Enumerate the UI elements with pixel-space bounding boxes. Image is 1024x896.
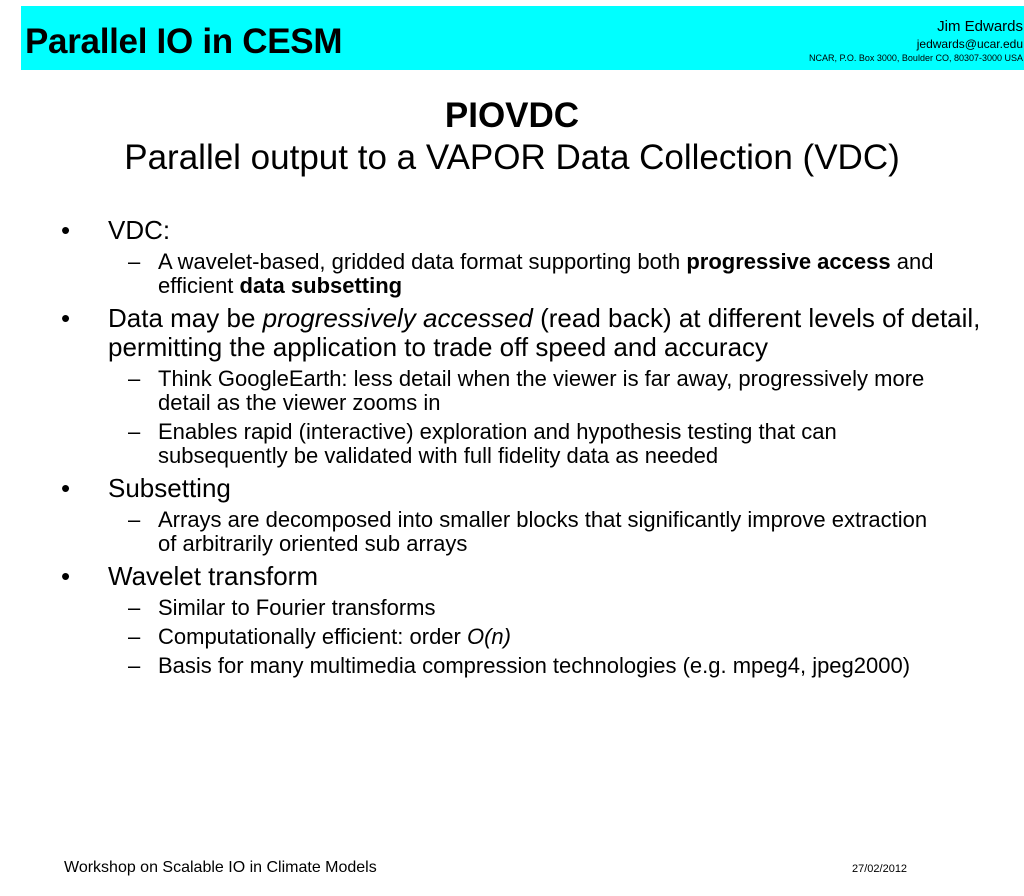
bullet-text: (read back) at different levels of detail, permitting the application to trade off speed and accuracy — [108, 303, 981, 362]
slide-title-block — [0, 96, 1024, 180]
dash-marker: – — [128, 595, 141, 620]
header-title: Parallel IO in CESM — [25, 22, 343, 61]
emphasis-data-subsetting: data subsetting — [239, 273, 403, 298]
header-bar — [21, 6, 1024, 70]
sub-bullet-efficiency — [0, 625, 1024, 649]
bullet-list — [0, 210, 1024, 678]
sub-bullet-compression — [0, 654, 1024, 678]
sub-bullet-text: Similar to Fourier transforms — [158, 595, 436, 620]
sub-bullet-googleearth — [0, 367, 1024, 415]
sub-bullet-text: Think GoogleEarth: less detail when the viewer is far away, progressively more detail as the viewer zooms in — [158, 366, 925, 415]
footer-date: 27/02/2012 — [852, 863, 908, 875]
dash-marker: – — [128, 507, 141, 532]
emphasis-progressive-access: progressive access — [686, 249, 891, 274]
sub-bullet-text: Arrays are decomposed into smaller blocks that significantly improve extraction of arbitrarily oriented sub arrays — [158, 507, 928, 556]
bullet-text: Wavelet transform — [108, 561, 318, 591]
sub-bullet-wavelet-format — [0, 250, 1024, 298]
author-address: NCAR, P.O. Box 3000, Boulder CO, 80307-3000 USA — [809, 53, 1023, 63]
footer-workshop: Workshop on Scalable IO in Climate Models — [64, 859, 377, 876]
bullet-marker: • — [61, 473, 71, 503]
bullet-text: Data may be — [108, 303, 263, 333]
bullet-marker: • — [61, 561, 71, 591]
sub-bullet-text: Basis for many multimedia compression technologies (e.g. mpeg4, jpeg2000) — [158, 653, 911, 678]
sub-bullet-fourier — [0, 596, 1024, 620]
sub-bullet-text: Computationally efficient: order — [158, 624, 467, 649]
author-name: Jim Edwards — [937, 18, 1023, 35]
bullet-text: VDC: — [108, 215, 171, 245]
bullet-marker: • — [61, 303, 71, 333]
bullet-wavelet-transform — [0, 562, 1024, 591]
dash-marker: – — [128, 419, 141, 444]
sub-bullet-rapid-exploration — [0, 420, 1024, 468]
bullet-text: Subsetting — [108, 473, 231, 503]
bullet-subsetting — [0, 474, 1024, 503]
emphasis-order-notation: O(n) — [466, 624, 511, 649]
author-email: jedwards@ucar.edu — [916, 37, 1023, 51]
sub-bullet-text: A wavelet-based, gridded data format supporting both — [158, 249, 687, 274]
sub-bullet-text: and efficient — [158, 249, 934, 298]
bullet-vdc — [0, 216, 1024, 245]
dash-marker: – — [128, 366, 141, 391]
dash-marker: – — [128, 624, 141, 649]
emphasis-progressively-accessed: progressively accessed — [262, 303, 533, 333]
dash-marker: – — [128, 653, 141, 678]
sub-bullet-array-blocks — [0, 508, 1024, 556]
bullet-progressive-access — [0, 304, 1024, 362]
bullet-marker: • — [61, 215, 71, 245]
author-block — [809, 18, 1023, 64]
slide-subtitle: Parallel output to a VAPOR Data Collection (VDC) — [124, 138, 900, 177]
sub-bullet-text: Enables rapid (interactive) exploration and hypothesis testing that can subsequently be validated with full fidelity data as needed — [158, 419, 837, 468]
slide-title: PIOVDC — [444, 96, 580, 135]
dash-marker: – — [128, 249, 141, 274]
